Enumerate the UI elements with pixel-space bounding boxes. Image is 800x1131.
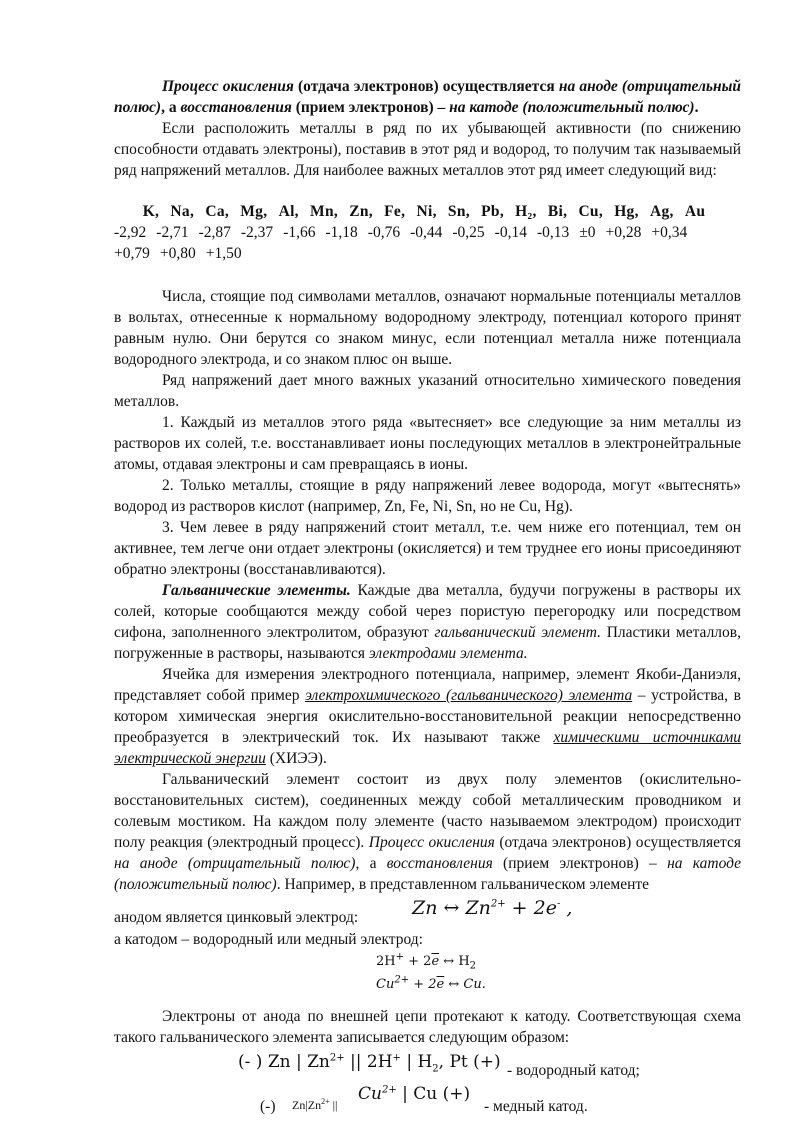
text: Пластики металлов, погруженные в растворы, называются: [114, 624, 741, 662]
link-electrochemical-element: электрохимического (гальванического) элемента: [305, 687, 633, 704]
metal-symbol: Ag,: [649, 203, 678, 220]
text: (ХИЭЭ).: [265, 750, 327, 767]
text: .: [694, 99, 699, 116]
scheme-copper-right: [358, 1084, 470, 1104]
eq-part: 2H: [376, 954, 396, 969]
eq-part: + 2: [404, 954, 432, 969]
eq-part: ,: [560, 897, 573, 919]
text: (отдача электронов) осуществляется: [293, 78, 559, 95]
potential-value: -0,25: [452, 224, 485, 241]
scheme-charge: +: [392, 1052, 401, 1064]
paragraph-oxidation-definition: [114, 76, 741, 118]
cell-schemes: [114, 1048, 741, 1128]
potential-value: -0,13: [536, 224, 570, 241]
potential-value: ±0: [579, 224, 596, 241]
text: (прием электронов) –: [492, 855, 668, 872]
paragraph-series-intro: Если расположить металлы в ряд по их убывающей активности (по снижению способности отдавать электроны), поставив в этот ряд и водород, то получим так называемый ряд напряжений металлов. Для наиболее важных металлов этот ряд имеет следующий вид:: [114, 120, 741, 179]
paragraph-half-elements: [114, 769, 741, 895]
paragraph-jacobi-daniell: [114, 664, 741, 769]
potential-value: +1,50: [205, 245, 242, 262]
term-galvanic-element: гальванический элемент.: [434, 624, 602, 641]
potential-value: -2,92: [114, 224, 147, 241]
eq-charge: 2+: [490, 898, 506, 910]
text: Гальванический элемент состоит из двух полу элементов (окислительно-восстановительных систем), соединенных между собой металлическим проводником и солевым мостиком. На каждом полу элементе (часто называемом электродом) происходит полу реакция (электродный процесс).: [114, 771, 741, 851]
scheme-part: ||: [332, 1098, 338, 1112]
term-cathode: на катоде (положительный полюс): [449, 99, 695, 116]
eq-charge: -: [556, 898, 561, 910]
paragraph-rule-2: 2. Только металлы, стоящие в ряду напряжений левее водорода, могут «вытеснять» водород из растворов кислот (например, Zn, Fe, Ni, Sn, но не Cu, Hg).: [114, 477, 741, 515]
metal-series-row: [114, 201, 741, 222]
metal-symbol: Mg,: [240, 203, 272, 220]
eq-part: H: [458, 954, 470, 969]
metal-symbol: Sn,: [447, 203, 475, 220]
scheme-charge: 2+: [381, 1084, 397, 1096]
metal-symbol: Ni,: [416, 203, 441, 220]
equation-anode: [412, 897, 572, 919]
metal-symbol: Au: [684, 203, 706, 220]
text: , а: [355, 855, 387, 872]
cathode-text: а катодом – водородный или медный электрод:: [114, 931, 423, 948]
term-reduction: восстановления: [180, 99, 292, 116]
metal-symbol: Mn,: [310, 203, 343, 220]
term-cathode: на катоде (положительный полюс): [114, 855, 742, 893]
text: – устройства, в котором химическая энергия окислительно-восстановительной реакции непосредственно преобразуется в электрический ток. Их называют также: [114, 687, 741, 746]
potential-value: -2,87: [198, 224, 231, 241]
eq-part: Zn ↔ Zn: [412, 897, 491, 919]
eq-electron: $\overline{e}$: [431, 954, 440, 969]
potential-value: +0,79: [114, 245, 150, 262]
scheme-part: Zn: [307, 1098, 322, 1112]
scheme-copper-label: - медный катод.: [484, 1098, 588, 1115]
cathode-equations: [114, 950, 741, 1000]
potential-value: +0,28: [605, 224, 642, 241]
potential-value: +0,80: [159, 245, 196, 262]
term-oxidation: Процесс окисления: [368, 834, 495, 851]
eq-part: .: [481, 977, 486, 992]
text: (прием электронов) –: [291, 99, 450, 116]
term-reduction: восстановления: [386, 855, 493, 872]
eq-charge: 2+: [394, 974, 410, 986]
potential-value: -1,18: [325, 224, 358, 241]
potentials-row: [114, 222, 741, 264]
metal-symbol: Fe,: [384, 203, 410, 220]
eq-electron: $\overline{e}$: [436, 977, 445, 992]
heading-galvanic-elements: Гальванические элементы.: [162, 582, 351, 599]
scheme-hydrogen: [238, 1052, 501, 1075]
metal-symbol: Ca,: [205, 203, 234, 220]
potential-value: -2,71: [156, 224, 189, 241]
text: Каждые два металла, будучи погружены в растворы их солей, которые сообщаются между собой через пористую перегородку или посредством сифона, заполненного электролитом, образуют: [114, 582, 741, 641]
scheme-part: Zn: [292, 1098, 306, 1112]
eq-part: + 2e: [505, 897, 557, 919]
paragraph-series-uses: Ряд напряжений дает много важных указаний относительно химического поведения металлов.: [114, 372, 741, 410]
eq-part: ↔: [439, 954, 459, 969]
eq-charge: +: [395, 951, 404, 963]
paragraph-rule-1: 1. Каждый из металлов этого ряда «вытесняет» все следующие за ним металлы из растворов их солей, т.е. восстанавливает ионы последующих металлов в электронейтральные атомы, отдавая электроны и сам превращаясь в ионы.: [114, 414, 741, 473]
eq-part: ↔ Cu: [444, 977, 482, 992]
term-electrodes: электродами элемента.: [368, 645, 528, 662]
paragraph-galvanic-elements: [114, 580, 741, 664]
metal-symbol: H₂,: [515, 203, 541, 220]
scheme-copper-left: (-): [260, 1098, 276, 1115]
scheme-charge: 2+: [321, 1097, 330, 1106]
potential-value: -0,44: [410, 224, 443, 241]
term-oxidation: Процесс окисления: [162, 78, 294, 95]
scheme-part: || 2H: [344, 1052, 393, 1072]
scheme-part: (- ) Zn | Zn: [238, 1052, 330, 1072]
equation-copper: [376, 974, 486, 992]
eq-part: + 2: [409, 977, 437, 992]
metal-symbol: Na,: [170, 203, 199, 220]
scheme-part: | H: [400, 1052, 433, 1072]
scheme-part: , Pt (+): [438, 1052, 501, 1072]
eq-part: Cu: [376, 977, 395, 992]
metal-symbol: Zn,: [349, 203, 378, 220]
paragraph-rule-3: 3. Чем левее в ряду напряжений стоит металл, т.е. чем ниже его потенциал, тем он активнее, тем легче они отдает электроны (окисляется) и тем труднее его ионы присоединяют обратно электроны (восстанавливаются).: [114, 519, 741, 578]
metal-symbol: Hg,: [614, 203, 643, 220]
equation-hydrogen: [376, 951, 477, 972]
text: , а: [161, 99, 181, 116]
scheme-part: | Cu (+): [402, 1084, 471, 1104]
document-page: [114, 76, 741, 1128]
text: Ячейка для измерения электродного потенциала, например, элемент Якоби-Даниэля, представляет собой пример: [114, 666, 741, 704]
metal-symbol: Cu,: [578, 203, 608, 220]
anode-line: [114, 895, 741, 929]
scheme-copper-zinc: $Zn|Zn^{2+}$ ||: [292, 1097, 338, 1112]
scheme-charge: 2+: [329, 1052, 345, 1064]
anode-text: анодом является цинковый электрод:: [114, 909, 359, 926]
link-chemical-sources: химическими источниками электрической энергии: [114, 729, 741, 767]
potential-value: +0,34: [651, 224, 688, 241]
metal-symbol: Bi,: [547, 203, 572, 220]
text: (отдача электронов) осуществляется: [494, 834, 741, 851]
scheme-part: Cu: [358, 1084, 382, 1104]
eq-subscript: 2: [469, 960, 477, 972]
text: . Например, в представленном гальваническом элементе: [276, 876, 650, 893]
term-anode: на аноде (отрицательный полюс): [114, 855, 356, 872]
paragraph-potentials-explanation: Числа, стоящие под символами металлов, означают нормальные потенциалы металлов в вольтах, отнесенные к нормальному водородному электроду, потенциал которого принят равным нулю. Они берутся со знаком минус, если потенциал металла ниже потенциала водородного электрода, и со знаком плюс он выше.: [114, 288, 741, 368]
term-anode: на аноде (отрицательный полюс): [114, 78, 742, 116]
scheme-subscript: 2: [432, 1063, 439, 1075]
paragraph-electron-flow: Электроны от анода по внешней цепи протекают к катоду. Соответствующая схема такого гальванического элемента записывается следующим образом:: [114, 1008, 741, 1046]
potential-value: -0,76: [367, 224, 401, 241]
scheme-hydrogen-label: - водородный катод;: [507, 1062, 640, 1079]
metal-symbol: Pb,: [481, 203, 509, 220]
metal-symbol: K,: [142, 203, 164, 220]
potential-value: -0,14: [494, 224, 527, 241]
potential-value: -1,66: [283, 224, 316, 241]
metal-symbol: Al,: [278, 203, 304, 220]
potential-value: -2,37: [240, 224, 274, 241]
